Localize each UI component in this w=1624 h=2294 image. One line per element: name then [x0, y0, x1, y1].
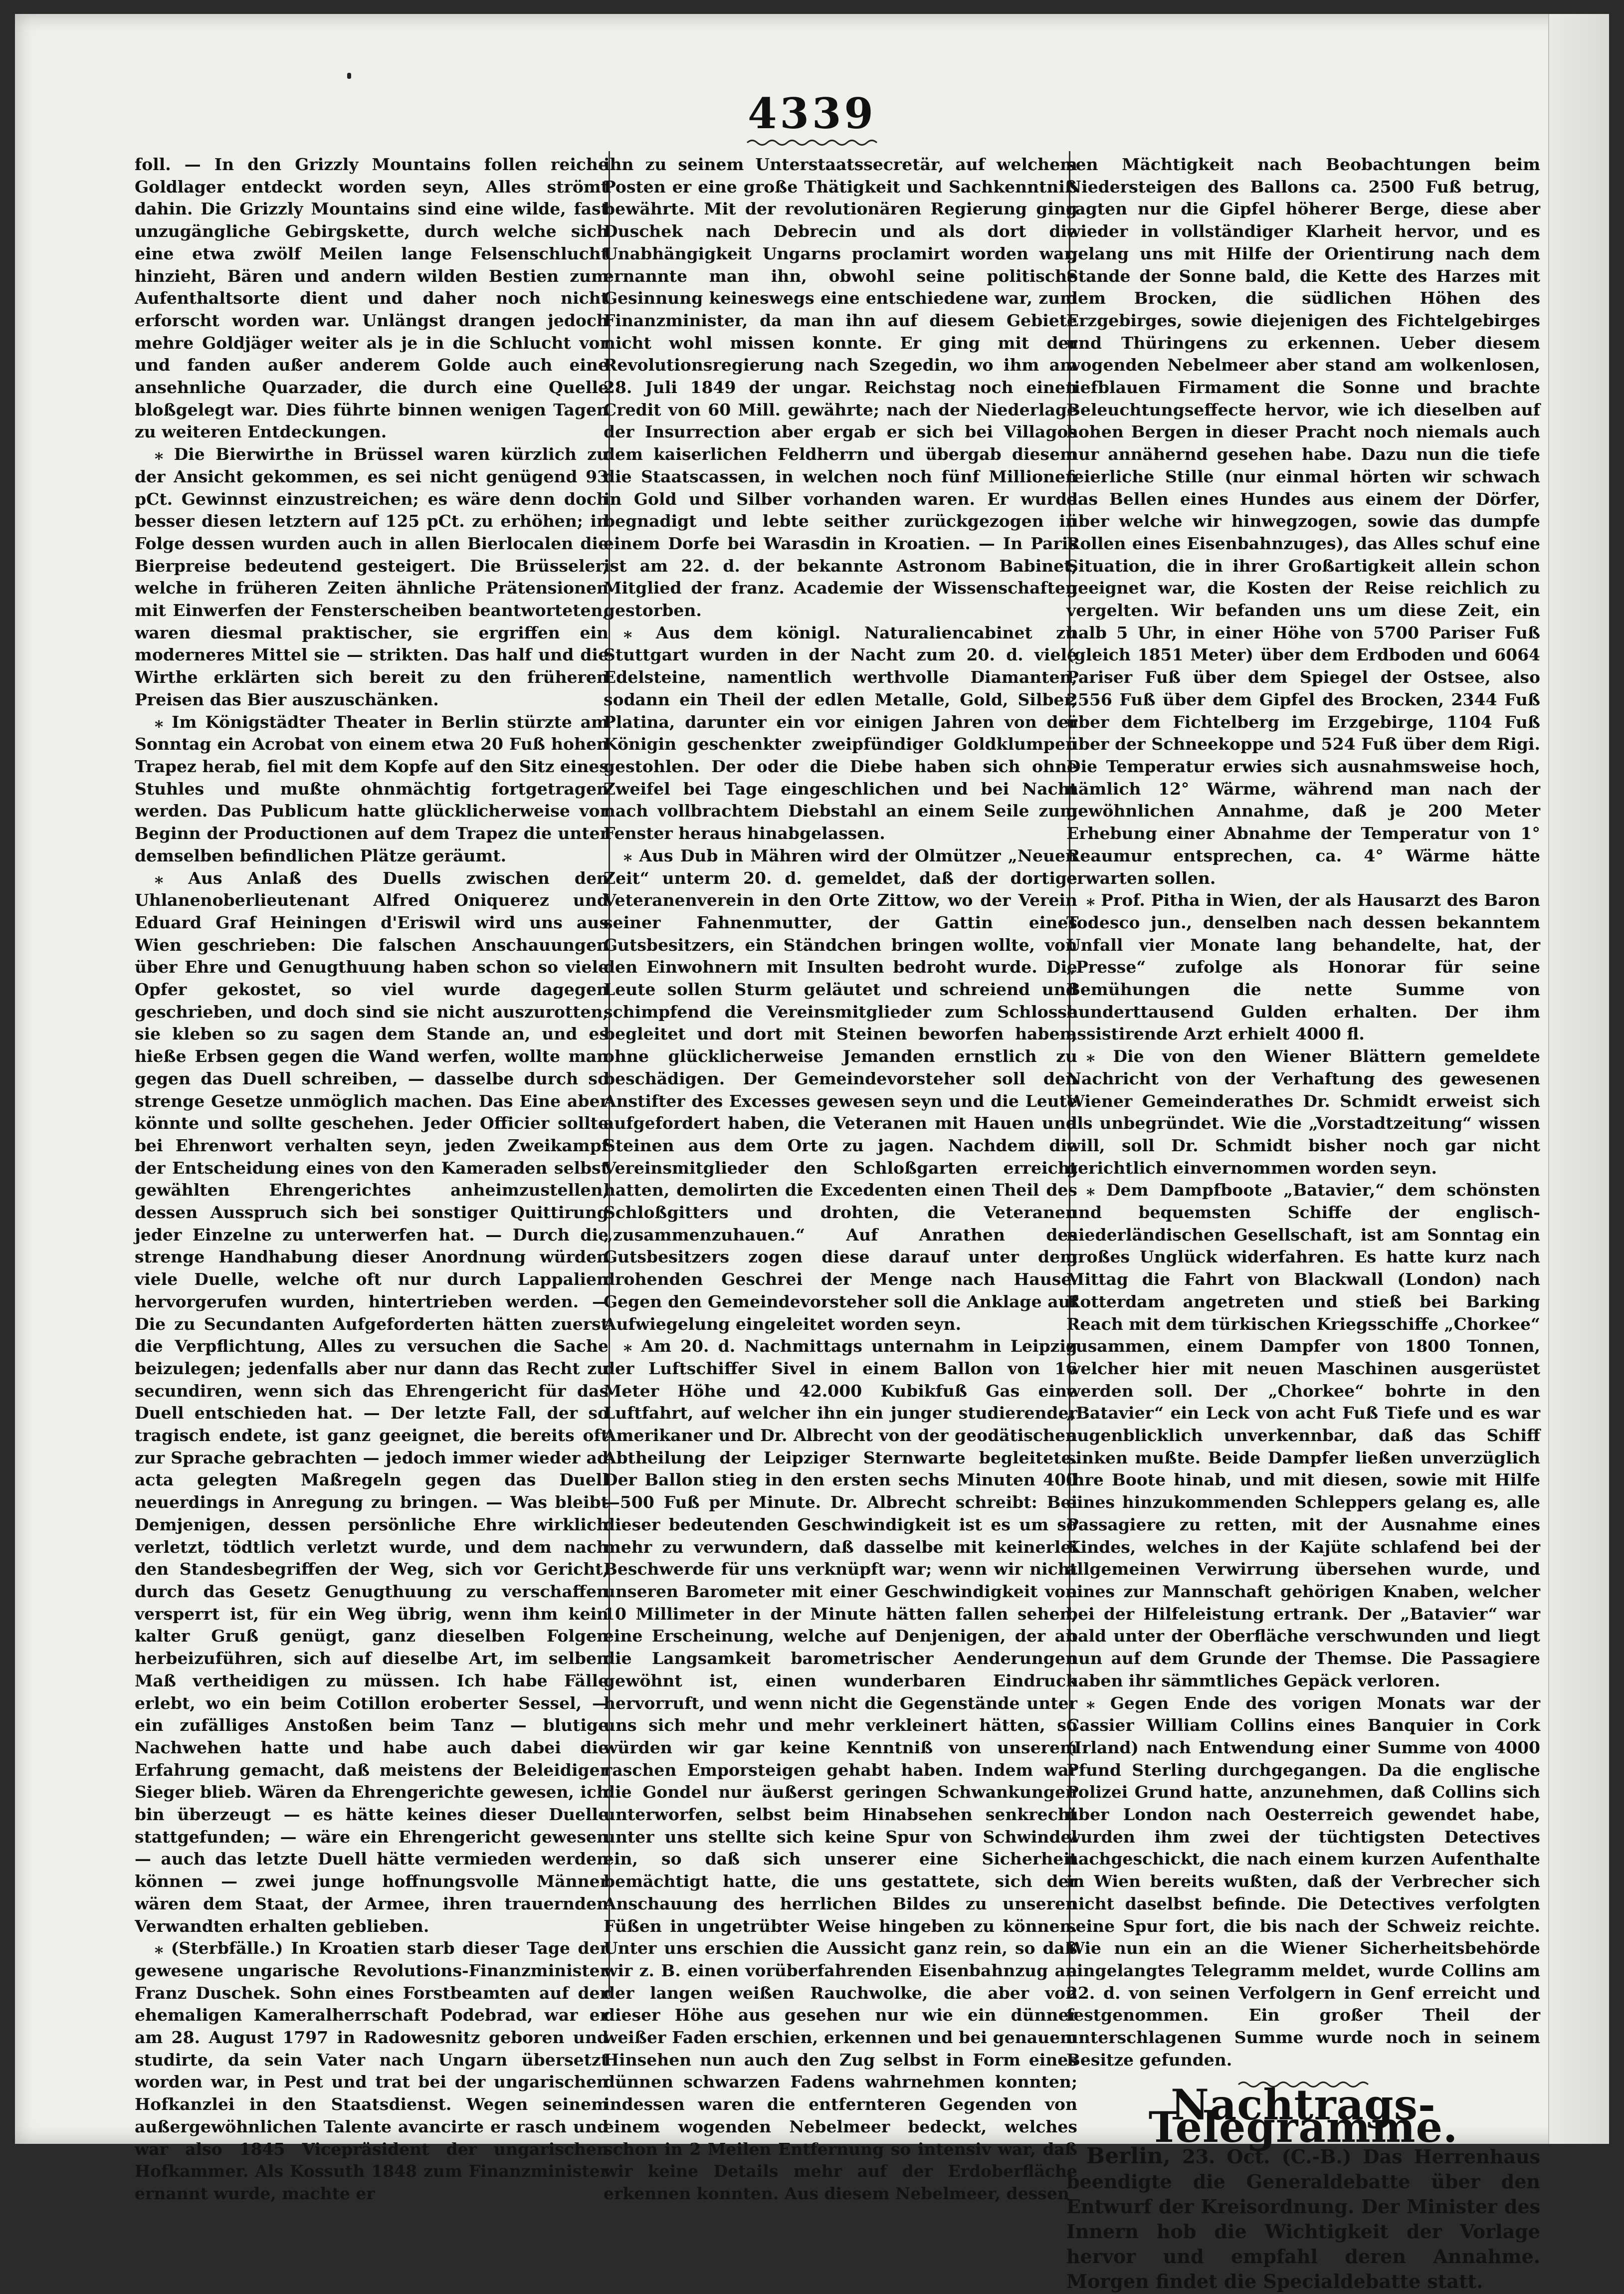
article-paragraph: ⁎ Die Bierwirthe in Brüssel waren kürzlich zu der Ansicht gekommen, es sei nicht genügend 93 pCt. Gewinnst einzustreichen; es wäre denn doch besser diesen letztern auf 125 pCt. zu erhöhen; in Folge dessen wurden auch in allen Bierlocalen die Bierpreise bedeutend gesteigert. Die Brüsseler, welche in früheren Zeiten ähnliche Prätensionen mit Einwerfen der Fensterscheiben beantworteten, waren diesmal praktischer, sie ergriffen ein moderneres Mittel sie — strikten. Das half und die Wirthe erklärten sich bereit zu den früheren Preisen das Bier auszuschänken. — [135, 444, 609, 709]
article-paragraph: foll. — In den Grizzly Mountains follen reiche Goldlager entdeckt worden seyn, Alles strömt dahin. Die Grizzly Mountains sind eine wilde, fast unzugängliche Gebirgskette, durch welche sich eine etwa zwölf Meilen lange Felsenschlucht hinzieht, Bären und andern wilden Bestien zum Aufenthaltsorte dient und daher noch nicht erforscht worden war. Unlängst drangen jedoch mehre Goldjäger weiter als je in die Schlucht vor und fanden außer anderem Golde auch eine ansehnliche Quarzader, die durch eine Quelle bloßgelegt war. Dies führte binnen wenigen Tagen zu weiteren Entdeckungen. — [135, 155, 609, 442]
article-paragraph: ihn zu seinem Unterstaatssecretär, auf welchem Posten er eine große Thätigkeit und Sachkenntniß bewährte. Mit der revolutionären Regierung ging Duschek nach Debrecin und als dort die Unabhängigkeit Ungarns proclamirt worden war, ernannte man ihn, obwohl seine politische Gesinnung keineswegs eine entschiedene war, zum Finanzminister, da man ihn auf diesem Gebiete nicht wohl missen konnte. Er ging mit der Revolutionsregierung nach Szegedin, wo ihm am 28. Juli 1849 der ungar. Reichstag noch einen Credit von 60 Mill. gewährte; nach der Niederlage der Insurrection aber ergab er sich bei Villagos dem kaiserlichen Feldherrn und übergab diesem die Staatscassen, in welchen noch fünf Millionen in Gold und Silber vorhanden waren. Er wurde begnadigt und lebte seither zurückgezogen in einem Dorfe bei Warasdin in Kroatien. — In Paris ist am 22. d. der bekannte Astronom Babinet, Mitglied der franz. Academie der Wissenschaften gestorben. — [604, 155, 1077, 621]
article-paragraph: ⁎ Dem Dampfboote „Batavier,“ dem schönsten und bequemsten Schiffe der englisch-niederländischen Gesellschaft, ist am Sonntag ein großes Unglück widerfahren. Es hatte kurz nach Mittag die Fahrt von Blackwall (London) nach Rotterdam angetreten und stieß bei Barking Reach mit dem türkischen Kriegsschiffe „Chorkee“ zusammen, einem Dampfer von 1800 Tonnen, welcher hier mit neuen Maschinen ausgerüstet werden soll. Der „Chorkee“ bohrte in den „Batavier“ ein Leck von acht Fuß Tiefe und es war augenblicklich unverkennbar, daß das Schiff sinken mußte. Beide Dampfer ließen unverzüglich ihre Boote hinab, und mit diesen, sowie mit Hilfe eines hinzukommenden Schleppers gelang es, alle Passagiere zu retten, mit der Ausnahme eines Kindes, welches in der Kajüte schlafend bei der allgemeinen Verwirrung übersehen wurde, und eines zur Mannschaft gehörigen Knaben, welcher bei der Hilfeleistung ertrank. Der „Batavier“ war bald unter der Oberfläche verschwunden und liegt nun auf dem Grunde der Themse. Die Passagiere haben ihr sämmtliches Gepäck verloren. — [1066, 1180, 1540, 1690]
page-header — [15, 89, 1609, 147]
page-edge — [1548, 14, 1609, 2144]
article-paragraph: ⁎ Aus Anlaß des Duells zwischen den Uhlanenoberlieutenant Alfred Oniquerez und Eduard Graf Heiningen d'Eriswil wird uns aus Wien geschrieben: Die falschen Anschauungen über Ehre und Genugthuung haben schon so viele Opfer gekostet, so viel wurde dagegen geschrieben, und doch sind sie nicht auszurotten, sie kleben so zu sagen dem Stande an, und es hieße Erbsen gegen die Wand werfen, wollte man gegen das Duell schreiben, — dasselbe durch so strenge Gesetze unmöglich machen. Das Eine aber könnte und sollte geschehen. Jeder Officier sollte bei Ehrenwort verhalten seyn, jeden Zweikampf der Entscheidung eines von den Kameraden selbst gewählten Ehrengerichtes anheimzustellen, dessen Ausspruch sich bei sonstiger Quittirung jeder Einzelne zu unterwerfen hat. — Durch die strenge Handhabung dieser Anordnung würden viele Duelle, welche oft nur durch Lappalien hervorgerufen wurden, hintertrieben werden. — Die zu Secundanten Aufgeforderten hätten zuerst die Verpflichtung, Alles zu versuchen die Sache beizulegen; jedenfalls aber nur dann das Recht zu secundiren, wenn sich das Ehrengericht für das Duell entschieden hat. — Der letzte Fall, der so tragisch endete, ist ganz geeignet, die bereits oft zur Sprache gebrachten — jedoch immer wieder ad acta gelegten Maßregeln gegen das Duell neuerdings in Anregung zu bringen. — Was bleibt Demjenigen, dessen persönliche Ehre wirklich verletzt, tödtlich verletzt wurde, und dem nach den Standesbegriffen der Weg, sich vor Gericht, durch das Gesetz Genugthuung zu verschaffen versperrt ist, für ein Weg übrig, wenn ihm kein kalter Gruß genügt, ganz dieselben Folgen herbeizuführen, sich auf dieselbe Art, im selben Maß vertheidigen zu müssen. Ich habe Fälle erlebt, wo ein beim Cotillon eroberter Sessel, — ein zufälliges Anstoßen beim Tanz — blutige Nachwehen hatte und habe auch dabei die Erfahrung gemacht, daß meistens der Beleidiger Sieger blieb. Wären da Ehrengerichte gewesen, ich bin überzeugt — es hätte keines dieser Duelle stattgefunden; — wäre ein Ehrengericht gewesen — auch das letzte Duell hätte vermieden werden können — zwei junge hoffnungsvolle Männer wären dem Staat, der Armee, ihren trauernden Verwandten erhalten geblieben. — [135, 868, 609, 1936]
telegram-body: 23. Oct. (C.-B.) Das Herrenhaus beendigte die Generaldebatte über den Entwurf der Kreisordnung. Der Minister des Innern hob die Wichtigkeit der Vorlage hervor und empfahl deren Annahme. Morgen findet die Specialdebatte statt. — [1066, 2145, 1540, 2293]
column-2 — [604, 154, 1077, 2203]
newspaper-page — [15, 14, 1609, 2293]
section-title-telegrams: Nachtrags-Telegramme. — [1148, 2080, 1458, 2152]
article-paragraph: ⁎ Aus Dub in Mähren wird der Olmützer „Neuen Zeit“ unterm 20. d. gemeldet, daß der dortige Veteranenverein in den Orte Zittow, wo der Verein seiner Fahnenmutter, der Gattin eines Gutsbesitzers, ein Ständchen bringen wollte, von den Einwohnern mit Insulten bedroht wurde. Die Leute sollen Sturm geläutet und schreiend und schimpfend die Vereinsmitglieder zum Schlosse begleitet und dort mit Steinen beworfen haben, ohne glücklicherweise Jemanden ernstlich zu beschädigen. Der Gemeindevorsteher soll den Anstifter des Excesses gewesen seyn und die Leute aufgefordert haben, die Veteranen mit Hauen und Steinen aus dem Orte zu jagen. Nachdem die Vereinsmitglieder den Schloßgarten erreicht hatten, demolirten die Excedenten einen Theil des Schloßgitters und drohten, die Veteranen „zusammenzuhauen.“ Auf Anrathen des Gutsbesitzers zogen diese darauf unter dem drohenden Geschrei der Menge nach Hause. Gegen den Gemeindevorsteher soll die Anklage auf Aufwiegelung eingeleitet worden seyn. — [604, 845, 1077, 1334]
article-paragraph: ⁎ Gegen Ende des vorigen Monats war der Cassier William Collins eines Banquier in Cork (Irland) nach Entwendung einer Summe von 4000 Pfund Sterling durchgegangen. Da die englische Polizei Grund hatte, anzunehmen, daß Collins sich über London nach Oesterreich gewendet habe, wurden ihm zwei der tüchtigsten Detectives nachgeschickt, die nach einem kurzen Aufenthalte in Wien bereits wußten, daß der Verbrecher sich nicht daselbst befinde. Die Detectives verfolgten seine Spur fort, die bis nach der Schweiz reichte. Wie nun ein an die Wiener Sicherheitsbehörde eingelangtes Telegramm meldet, wurde Collins am 22. d. von seinen Verfolgern in Genf erreicht und festgenommen. Ein großer Theil der unterschlagenen Summe wurde noch in seinem Besitze gefunden. — [1066, 1693, 1540, 2070]
article-paragraph: ⁎ Aus dem königl. Naturaliencabinet zu Stuttgart wurden in der Nacht zum 20. d. viele Edelsteine, namentlich werthvolle Diamanten, sodann ein Theil der edlen Metalle, Gold, Silber, Platina, darunter ein vor einigen Jahren von der Königin geschenkter zweipfündiger Goldklumpen gestohlen. Der oder die Diebe haben sich ohne Zweifel bei Tage eingeschlichen und bei Nacht nach vollbrachtem Diebstahl an einem Seile zum Fenster heraus hinabgelassen. — [604, 623, 1077, 843]
telegram-place: Berlin, — [1086, 2143, 1171, 2169]
article-paragraph: ⁎ Prof. Pitha in Wien, der als Hausarzt des Baron Todesco jun., denselben nach dessen bekanntem Unfall vier Monate lang behandelte, hat, der „Presse“ zufolge als Honorar für seine Bemühungen die nette Summe von hunderttausend Gulden erhalten. Der ihm assistirende Arzt erhielt 4000 fl. — [1066, 890, 1540, 1044]
article-paragraph: ⁎ Die von den Wiener Blättern gemeldete Nachricht von der Verhaftung des gewesenen Wiener Gemeinderathes Dr. Schmidt erweist sich als unbegründet. Wie die „Vorstadtzeitung“ wissen will, soll Dr. Schmidt bisher noch gar nicht gerichtlich einvernommen worden seyn. — [1066, 1046, 1540, 1178]
article-paragraph: ⁎ Am 20. d. Nachmittags unternahm in Leipzig der Luftschiffer Sivel in einem Ballon von 16 Meter Höhe und 42.000 Kubikfuß Gas eine Luftfahrt, auf welcher ihn ein junger studierender Amerikaner und Dr. Albrecht von der geodätischen Abtheilung der Leipziger Sternwarte begleitete. Der Ballon stieg in den ersten sechs Minuten 400—500 Fuß per Minute. Dr. Albrecht schreibt: Bei dieser bedeutenden Geschwindigkeit ist es um so mehr zu verwundern, daß dasselbe mit keinerlei Beschwerde für uns verknüpft war; wenn wir nicht unseren Barometer mit einer Geschwindigkeit von 10 Millimeter in der Minute hätten fallen sehen, eine Erscheinung, welche auf Denjenigen, der an die Langsamkeit barometrischer Aenderungen gewöhnt ist, einen wunderbaren Eindruck hervorruft, und wenn nicht die Gegenstände unter uns sich mehr und mehr verkleinert hätten, so würden wir gar keine Kenntniß von unserem raschen Emporsteigen gehabt haben. Indem war die Gondel nur äußerst geringen Schwankungen unterworfen, selbst beim Hinabsehen senkrecht unter uns stellte sich keine Spur von Schwindel ein, so daß sich unserer eine Sicherheit bemächtigt hatte, die uns gestattete, sich der Anschauung des herrlichen Bildes zu unseren Füßen in ungetrübter Weise hingeben zu können. Unter uns erschien die Aussicht ganz rein, so daß wir z. B. einen vorüberfahrenden Eisenbahnzug an der langen weißen Rauchwolke, die aber von dieser Höhe aus gesehen nur wie ein dünner weißer Faden erschien, erkennen und bei genauem Hinsehen nun auch den Zug selbst in Form eines dünnen schwarzen Fadens wahrnehmen konnten; indessen waren die entfernteren Gegenden von einem wogenden Nebelmeer bedeckt, welches schon in 2 Meilen Entfernung so intensiv war, daß wir keine Details mehr auf der Erdoberfläche erkennen konnten. Aus diesem Nebelmeer, dessen — [604, 1336, 1077, 2203]
article-paragraph: sen Mächtigkeit nach Beobachtungen beim Niedersteigen des Ballons ca. 2500 Fuß betrug, ragten nur die Gipfel höherer Berge, diese aber wieder in vollständiger Klarheit hervor, und es gelang uns mit Hilfe der Orientirung nach dem Stande der Sonne bald, die Kette des Harzes mit dem Brocken, die südlichen Höhen des Erzgebirges, sowie diejenigen des Fichtelgebirges und Thüringens zu erkennen. Ueber diesem wogenden Nebelmeer aber stand am wolkenlosen, tiefblauen Firmament die Sonne und brachte Beleuchtungseffecte hervor, wie ich dieselben auf hohen Bergen in dieser Pracht noch niemals auch nur annähernd gesehen habe. Dazu nun die tiefe feierliche Stille (nur einmal hörten wir schwach das Bellen eines Hundes aus einem der Dörfer, über welche wir hinwegzogen, sowie das dumpfe Rollen eines Eisenbahnzuges), das Alles schuf eine Situation, die in ihrer Großartigkeit allein schon geeignet war, die Kosten der Reise reichlich zu vergelten. Wir befanden uns um diese Zeit, ein halb 5 Uhr, in einer Höhe von 5700 Pariser Fuß (gleich 1851 Meter) über dem Erdboden und 6064 Pariser Fuß über dem Spiegel der Ostsee, also 2556 Fuß über dem Gipfel des Brocken, 2344 Fuß über dem Fichtelberg im Erzgebirge, 1104 Fuß über der Schneekoppe und 524 Fuß über dem Rigi. Die Temperatur erwies sich ausnahmsweise hoch, nämlich 12° Wärme, während man nach der gewöhnlichen Annahme, daß je 200 Meter Erhebung einer Abnahme der Temperatur von 1° Reaumur entsprechen, ca. 4° Wärme hätte erwarten sollen. — [1066, 155, 1540, 888]
column-1 — [135, 154, 609, 2203]
column-3 — [1066, 154, 1540, 2293]
ink-speck — [347, 73, 351, 79]
article-paragraph: ⁎ (Sterbfälle.) In Kroatien starb dieser Tage der gewesene ungarische Revolutions-Finanzminister Franz Duschek. Sohn eines Forstbeamten auf der ehemaligen Kameralherrschaft Podebrad, war er am 28. August 1797 in Radowesnitz geboren und studirte, da sein Vater nach Ungarn übersetzt worden war, in Pest und trat bei der ungarischen Hofkanzlei in den Staatsdienst. Wegen seinem außergewöhnlichen Talente avancirte er rasch und war also 1845 Vicepräsident der ungarischen Hofkammer. Als Kossuth 1848 zum Finanzminister ernannt wurde, machte er — [135, 1938, 609, 2203]
page-number: 4339 — [748, 89, 876, 138]
telegram-paragraph — [1066, 2144, 1540, 2294]
wavy-ornament — [747, 138, 877, 147]
article-paragraph: ⁎ Im Königstädter Theater in Berlin stürzte am Sonntag ein Acrobat von einem etwa 20 Fuß hohen Trapez herab, fiel mit dem Kopfe auf den Sitz eines Stuhles und mußte ohnmächtig fortgetragen werden. Das Publicum hatte glücklicherweise vor Beginn der Productionen auf dem Trapez die unter demselben befindlichen Plätze geräumt. — [135, 712, 609, 865]
